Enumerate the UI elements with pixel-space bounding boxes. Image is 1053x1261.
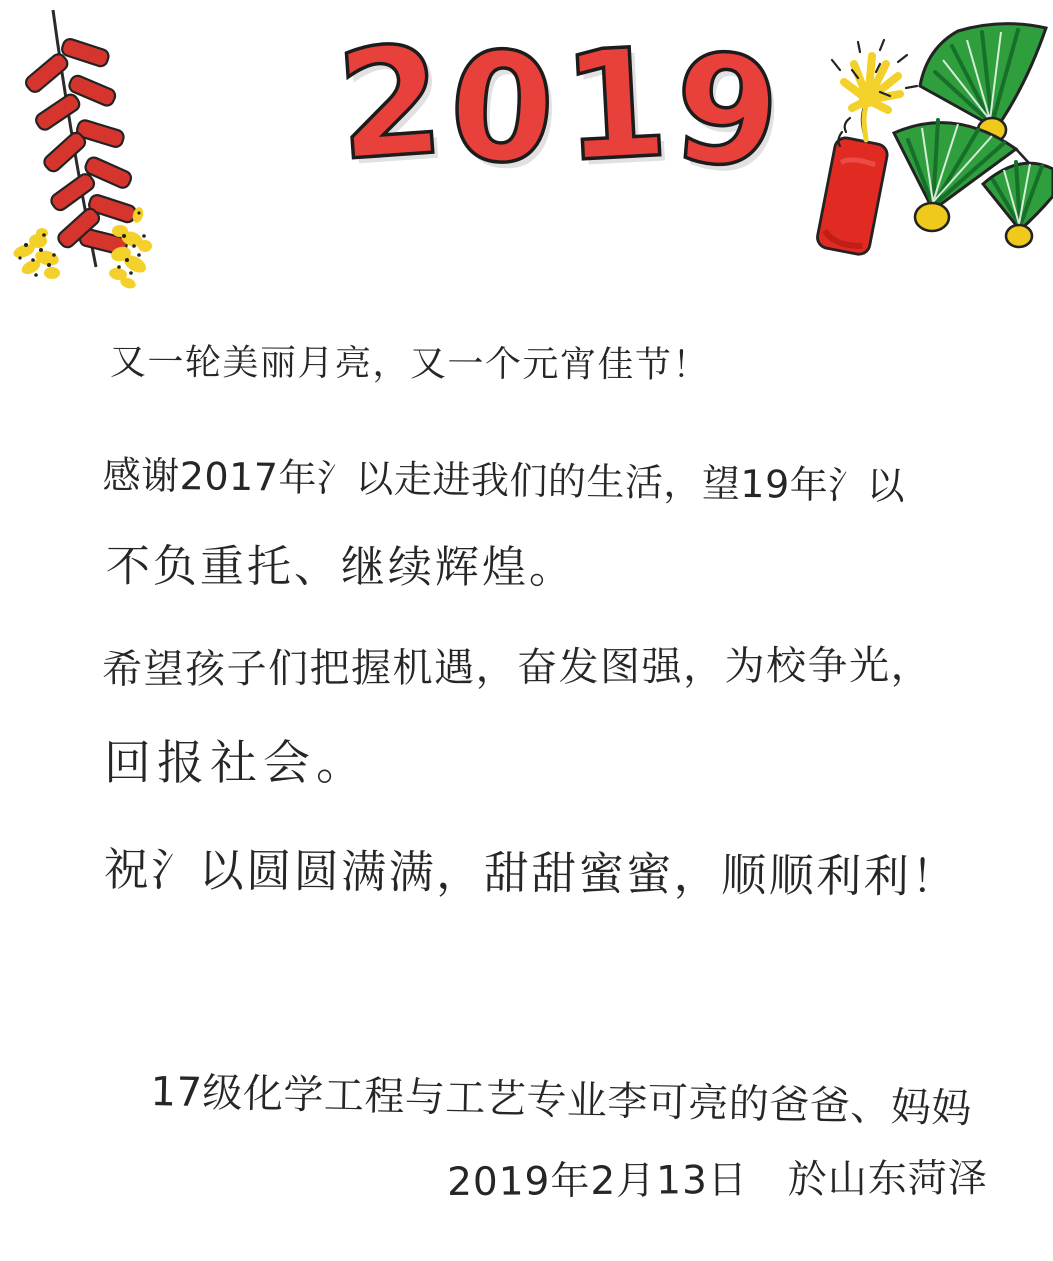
firecracker-fans-illustration bbox=[780, 0, 1053, 300]
signature-line: 17级化学工程与工艺专业李可亮的爸爸、妈妈 bbox=[150, 1069, 973, 1133]
firecracker-fans-icon bbox=[780, 0, 1053, 300]
year-title bbox=[332, 13, 787, 204]
firecracker-string-illustration bbox=[8, 5, 263, 295]
letter-line: 感谢2017年氵以走进我们的生活，望19年氵以 bbox=[102, 453, 906, 509]
year-digit: 1 bbox=[558, 16, 672, 196]
letter-line: 不负重托、继续辉煌。 bbox=[105, 541, 577, 594]
letter-line: 祝氵以圆圆满满，甜甜蜜蜜，顺顺利利！ bbox=[103, 843, 960, 904]
letter-line: 回报社会。 bbox=[104, 736, 369, 791]
year-digit: 9 bbox=[667, 20, 787, 204]
year-digit: 0 bbox=[445, 19, 559, 199]
letter-line: 又一轮美丽月亮，又一个元宵佳节！ bbox=[109, 342, 711, 387]
firecracker-string-icon bbox=[8, 5, 263, 295]
year-digit: 2 bbox=[332, 13, 449, 195]
date-place-line: 2019年2月13日 於山东菏泽 bbox=[446, 1156, 988, 1205]
letter-line: 希望孩子们把握机遇，奋发图强，为校争光， bbox=[101, 642, 933, 693]
